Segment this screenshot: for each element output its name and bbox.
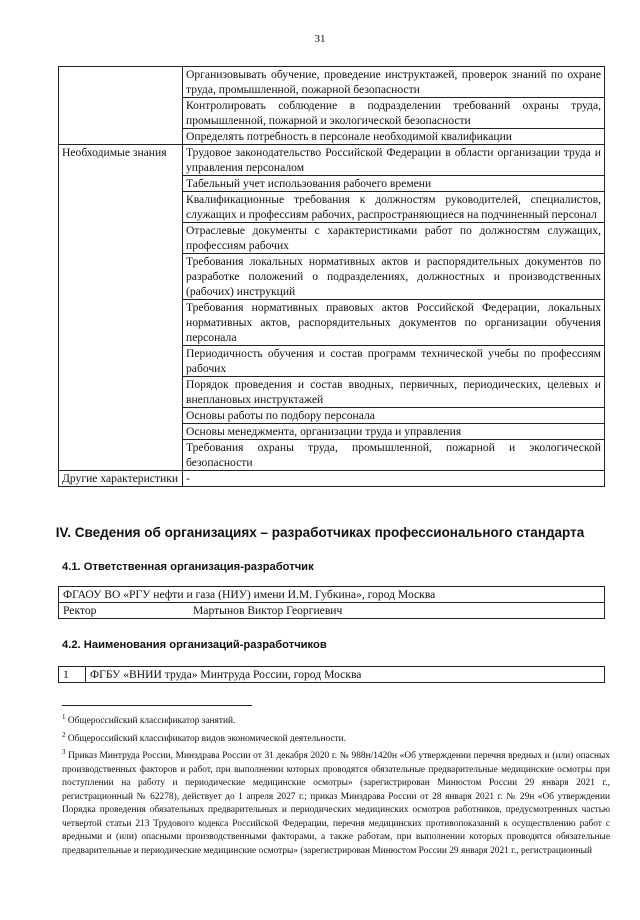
table-row xyxy=(59,67,605,98)
org-name: ФГАОУ ВО «РГУ нефти и газа (НИУ) имени И.М. Губкина», город Москва xyxy=(59,587,605,603)
table-row xyxy=(59,300,605,346)
row-label xyxy=(59,98,183,129)
row-text: Основы работы по подбору персонала xyxy=(183,408,605,424)
row-text: Контролировать соблюдение в подразделении требований охраны труда, промышленной, пожарной и экологической безопасности xyxy=(183,98,605,129)
developer-name: ФГБУ «ВНИИ труда» Минтруда России, город Москва xyxy=(86,667,605,683)
row-text: Требования охраны труда, промышленной, пожарной и экологической безопасности xyxy=(183,440,605,471)
row-text: Определять потребность в персонале необходимой квалификации xyxy=(183,129,605,145)
footnote-1: $^1$ Общероссийский классификатор занятий. xyxy=(62,713,236,727)
developers-table xyxy=(58,666,605,683)
row-label xyxy=(59,176,183,192)
row-label xyxy=(59,300,183,346)
table-row xyxy=(59,192,605,223)
row-text: Требования локальных нормативных актов и распорядительных документов по разработке положений о подразделениях, должностных и производственных (рабочих) инструкций xyxy=(183,254,605,300)
row-text: Периодичность обучения и состав программ технической учебы по профессиям рабочих xyxy=(183,346,605,377)
row-label xyxy=(59,254,183,300)
table-row xyxy=(59,145,605,176)
developers-heading: 4.2. Наименования организаций-разработчиков xyxy=(62,639,327,651)
position-label: Ректор xyxy=(59,603,190,619)
row-label xyxy=(59,424,183,440)
responsible-org-table xyxy=(58,586,605,619)
row-label xyxy=(59,377,183,408)
person-name: Мартынов Виктор Георгиевич xyxy=(189,603,605,619)
footnotes xyxy=(62,711,610,858)
row-label xyxy=(59,346,183,377)
footnote-2: $^2$ Общероссийский классификатор видов экономической деятельности. xyxy=(62,730,347,744)
table-row xyxy=(59,129,605,145)
row-text: Требования нормативных правовых актов Российской Федерации, локальных нормативных актов, распорядительных документов по организации обучения персонала xyxy=(183,300,605,346)
developer-number: 1 xyxy=(59,667,86,683)
page-number: 31 xyxy=(314,33,326,45)
row-text: Порядок проведения и состав вводных, первичных, периодических, целевых и внеплановых инструктажей xyxy=(183,377,605,408)
row-text: Табельный учет использования рабочего времени xyxy=(183,176,605,192)
row-label xyxy=(59,223,183,254)
row-label: Необходимые знания xyxy=(59,145,183,176)
row-label: Другие характеристики xyxy=(59,471,183,487)
table-row xyxy=(59,176,605,192)
footnote-rule xyxy=(62,705,252,706)
responsible-org-heading: 4.1. Ответственная организация-разработчик xyxy=(62,561,314,573)
footnote-3: $^3$ Приказ Минтруда России, Минздрава России от 31 декабря 2020 г. № 988н/1420н «Об утверждении перечня вредных и (или) опасных производственных факторов и работ, при выполнении которых проводятся обязательные предварительные медицинские осмотры при поступлении на работу и периодические медицинские осмотры» (зарегистрирован Минюстом России 29 января 2021 г., регистрационный № 62278), действует до 1 апреля 2027 г.; приказ Минздрава России от 28 января 2021 г. № 29н «Об утверждении Порядка проведения обязательных предварительных и периодических медицинских осмотров работников, предусмотренных частью четвертой статьи 213 Трудового кодекса Российской Федерации, перечня медицинских противопоказаний к осуществлению работ с вредными и (или) опасными производственными факторами, а также работам, при выполнении которых проводятся обязательные предварительные и периодические медицинские осмотры» (зарегистрирован Минюстом России 29 января 2021 г., регистрационный xyxy=(62,748,610,856)
table-row xyxy=(59,377,605,408)
row-label xyxy=(59,408,183,424)
section-title: IV. Сведения об организациях – разработчиках профессионального стандарта xyxy=(55,525,585,540)
row-label xyxy=(59,440,183,471)
row-text: Организовывать обучение, проведение инструктажей, проверок знаний по охране труда, промышленной, пожарной безопасности xyxy=(183,67,605,98)
table-row xyxy=(59,254,605,300)
table-row xyxy=(59,440,605,471)
table-row xyxy=(59,223,605,254)
row-text: Отраслевые документы с характеристиками работ по должностям служащих, профессиям рабочих xyxy=(183,223,605,254)
row-label xyxy=(59,192,183,223)
row-text: Трудовое законодательство Российской Федерации в области организации труда и управления персоналом xyxy=(183,145,605,176)
row-text: Квалификационные требования к должностям руководителей, специалистов, служащих и профессиям рабочих, распространяющиеся на подчиненный персонал xyxy=(183,192,605,223)
row-text: - xyxy=(183,471,605,487)
table-row xyxy=(59,346,605,377)
row-label xyxy=(59,129,183,145)
row-text: Основы менеджмента, организации труда и управления xyxy=(183,424,605,440)
table-row xyxy=(59,408,605,424)
requirements-table xyxy=(58,66,605,487)
table-row xyxy=(59,471,605,487)
row-label xyxy=(59,67,183,98)
table-row xyxy=(59,98,605,129)
table-row xyxy=(59,424,605,440)
